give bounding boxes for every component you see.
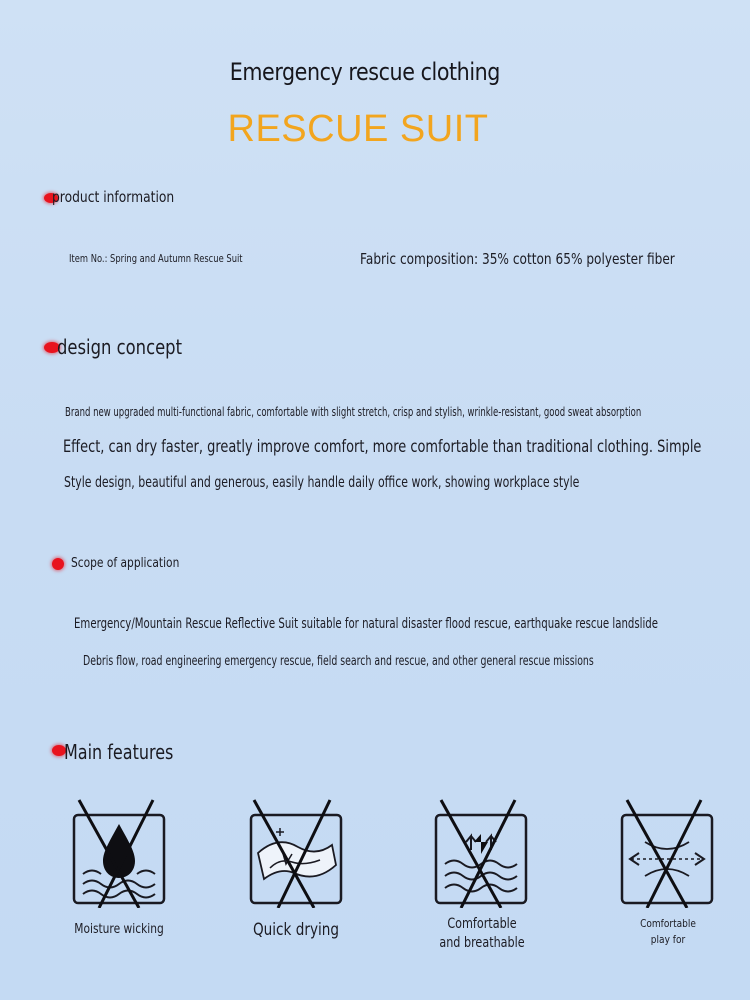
stretch-icon [617,798,717,908]
water-drop-icon [69,798,169,908]
rescue-suit-banner: RESCUE SUIT [227,108,489,150]
feature-label: Comfortable play for [640,917,696,946]
feature-label: Quick drying [252,920,340,940]
breathable-icon [431,798,531,908]
section-bullet-icon [52,558,64,570]
design-concept-heading: design concept [57,335,183,359]
page-title: Emergency rescue clothing [229,58,500,86]
design-concept-line-1: Brand new upgraded multi-functional fabric, comfortable with slight stretch, crisp and stylish, wrinkle-resistant, good sweat absorption [65,405,642,419]
design-concept-line-2: Effect, can dry faster, greatly improve comfort, more comfortable than traditional clothing. Simple [63,437,702,457]
scope-line-2: Debris flow, road engineering emergency rescue, field search and rescue, and other general rescue missions [83,654,594,669]
quick-dry-icon [246,798,346,908]
fabric-composition-text: Fabric composition: 35% cotton 65% polyester fiber [360,250,675,268]
feature-label: Comfortable and breathable [439,916,525,951]
scope-heading: Scope of application [71,556,180,571]
main-features-heading: Main features [64,740,174,764]
scope-line-1: Emergency/Mountain Rescue Reflective Suit suitable for natural disaster flood rescue, earthquake rescue landslide [74,616,658,632]
feature-label: Moisture wicking [74,922,164,937]
product-info-heading: product information [52,188,175,206]
item-number-text: Item No.: Spring and Autumn Rescue Suit [69,252,243,265]
design-concept-line-3: Style design, beautiful and generous, easily handle daily office work, showing workplace style [64,473,580,491]
